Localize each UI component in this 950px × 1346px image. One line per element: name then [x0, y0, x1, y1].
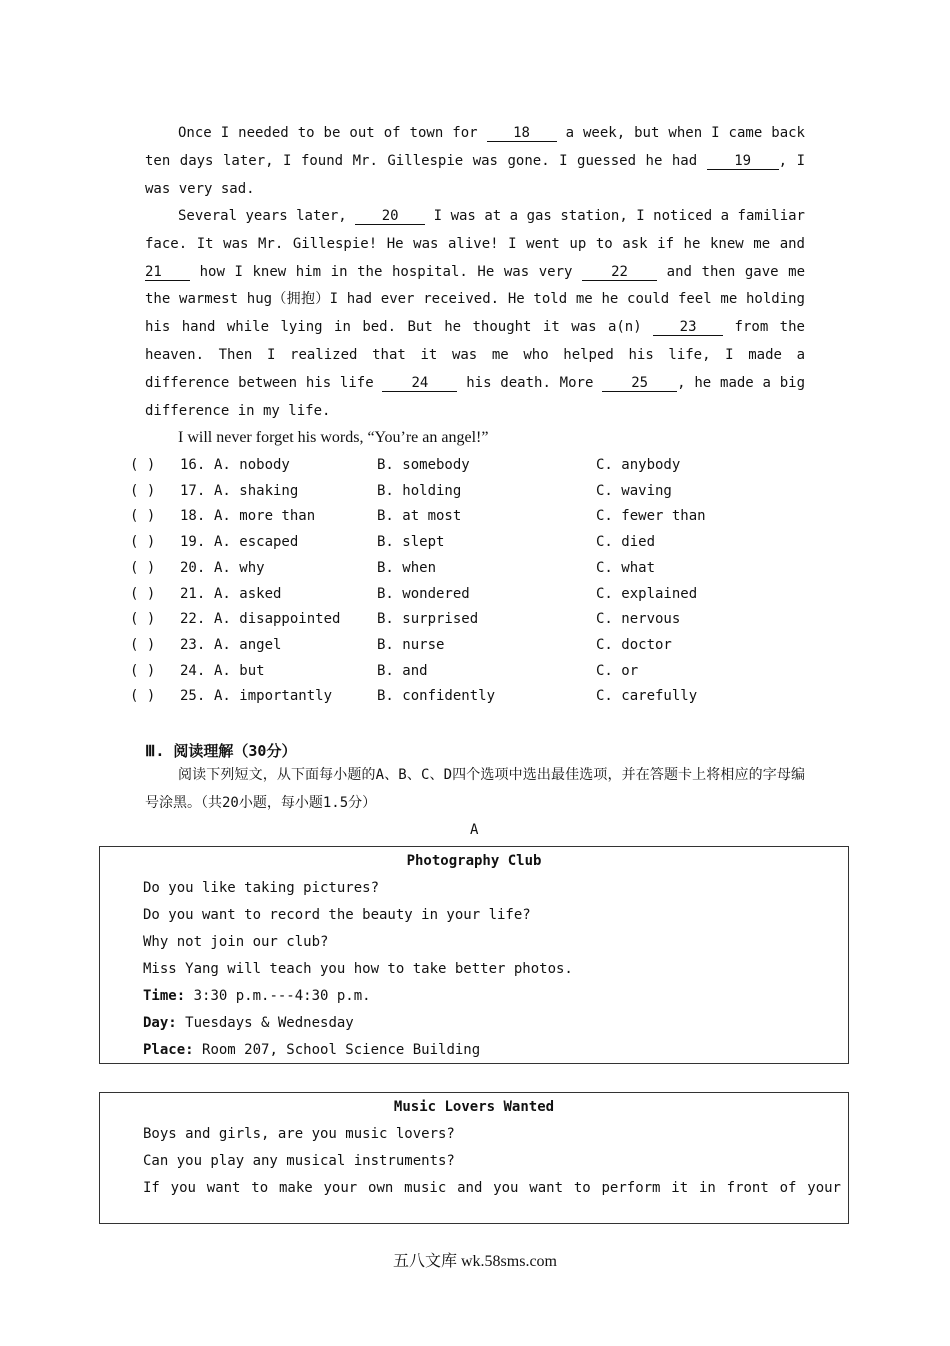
passage-paragraph-2: Several years later, 20 I was at a gas station, I noticed a familiar face. It was Mr. Gillespie! He was alive! I went up to ask if he knew me and 21 how I knew him in the hospital. He was very 22 and then gave me the warmest hug（拥抱）I had ever received. He told me he could feel me holding his hand while lying in bed. But he thought it was a(n) 23 from the heaven. Then I realized that it was me who helped his life, I made a difference between his life 24 his death. More 25 , he made a big difference in my life. — [145, 208, 806, 419]
option-b: B. surprised — [377, 611, 479, 628]
option-b: B. and — [377, 662, 428, 679]
option-c: C. anybody — [596, 457, 681, 473]
option-c: C. or — [596, 662, 639, 679]
blank-25: 25 — [602, 375, 677, 392]
option-b: B. somebody — [377, 457, 470, 473]
option-a: A. why — [214, 559, 265, 576]
place-value: Room 207, School Science Building — [202, 1042, 481, 1058]
option-a: A. more than — [214, 508, 316, 525]
option-c: C. doctor — [596, 636, 672, 653]
notice-place — [143, 1042, 480, 1058]
question-number: 19. — [180, 534, 206, 551]
option-c: C. waving — [596, 482, 672, 499]
notice-line: Miss Yang will teach you how to take better photos. — [143, 961, 573, 977]
notice-line: Why not join our club? — [143, 934, 329, 950]
time-label: Time: — [143, 988, 186, 1004]
day-value: Tuesdays & Wednesday — [185, 1015, 354, 1031]
option-a: A. escaped — [214, 534, 299, 551]
option-a: A. importantly — [214, 688, 333, 705]
question-number: 24. — [180, 662, 206, 679]
day-label: Day: — [143, 1015, 177, 1031]
option-a: A. angel — [214, 636, 282, 653]
blank-18: 18 — [487, 125, 557, 142]
blank-24: 24 — [382, 375, 457, 392]
photography-club-notice — [99, 846, 849, 1064]
answer-paren: ( ) — [130, 559, 156, 576]
answer-paren: ( ) — [130, 688, 156, 705]
question-number: 21. — [180, 585, 206, 602]
notice-title: Photography Club — [406, 853, 542, 869]
answer-paren: ( ) — [130, 662, 156, 679]
answer-paren: ( ) — [130, 457, 156, 473]
question-number: 18. — [180, 508, 206, 525]
passage-label: A — [470, 822, 479, 838]
option-b: B. when — [377, 559, 437, 576]
notice-line: Do you want to record the beauty in your life? — [143, 907, 531, 923]
answer-paren: ( ) — [130, 611, 156, 628]
blank-19: 19 — [707, 153, 779, 170]
question-number: 22. — [180, 611, 206, 628]
option-b: B. wondered — [377, 585, 470, 602]
section-instruction: 阅读下列短文，从下面每小题的A、B、C、D四个选项中选出最佳选项，并在答题卡上将相应的字母编号涂黑。（共20小题，每小题1.5分） — [145, 767, 805, 811]
option-c: C. nervous — [596, 611, 681, 628]
option-a: A. but — [214, 662, 265, 679]
blank-21: 21 — [145, 264, 190, 281]
question-number: 17. — [180, 482, 206, 499]
option-b: B. slept — [377, 534, 445, 551]
music-lovers-notice — [99, 1092, 849, 1224]
option-b: B. at most — [377, 508, 462, 525]
section-heading: Ⅲ. 阅读理解（30分） — [145, 742, 297, 760]
place-label: Place: — [143, 1042, 194, 1058]
option-b: B. holding — [377, 482, 462, 499]
answer-paren: ( ) — [130, 534, 156, 551]
notice-line: Can you play any musical instruments? — [143, 1153, 455, 1169]
option-a: A. asked — [214, 585, 282, 602]
answer-paren: ( ) — [130, 636, 156, 653]
blank-20: 20 — [355, 208, 425, 225]
blank-22: 22 — [582, 264, 657, 281]
notice-day — [143, 1015, 354, 1031]
question-number: 23. — [180, 636, 206, 653]
question-number: 20. — [180, 559, 206, 576]
notice-line: Do you like taking pictures? — [143, 880, 380, 896]
option-c: C. carefully — [596, 688, 698, 705]
option-b: B. nurse — [377, 636, 445, 653]
time-value: 3:30 p.m.---4:30 p.m. — [193, 988, 371, 1004]
option-b: B. confidently — [377, 688, 496, 705]
passage-paragraph-1: Once I needed to be out of town for 18 a week, but when I came back ten days later, I found Mr. Gillespie was gone. I guessed he had 19 , I was very sad. — [145, 125, 806, 197]
option-a: A. nobody — [214, 457, 290, 473]
answer-paren: ( ) — [130, 482, 156, 499]
option-c: C. what — [596, 559, 656, 576]
passage-closing: I will never forget his words, “You’re an angel!” — [178, 429, 489, 446]
notice-line: Boys and girls, are you music lovers? — [143, 1126, 455, 1142]
answer-paren: ( ) — [130, 585, 156, 602]
option-c: C. fewer than — [596, 508, 706, 525]
footer-watermark: 五八文库 wk.58sms.com — [392, 1253, 557, 1270]
blank-23: 23 — [653, 319, 723, 336]
option-a: A. disappointed — [214, 611, 341, 628]
notice-title: Music Lovers Wanted — [393, 1099, 555, 1115]
notice-line: If you want to make your own music and you want to perform it in front of your — [143, 1180, 841, 1196]
option-c: C. explained — [596, 585, 698, 602]
notice-time — [143, 988, 371, 1004]
question-number: 16. — [180, 457, 206, 473]
question-number: 25. — [180, 688, 206, 705]
option-a: A. shaking — [214, 482, 299, 499]
answer-paren: ( ) — [130, 508, 156, 525]
option-c: C. died — [596, 534, 656, 551]
